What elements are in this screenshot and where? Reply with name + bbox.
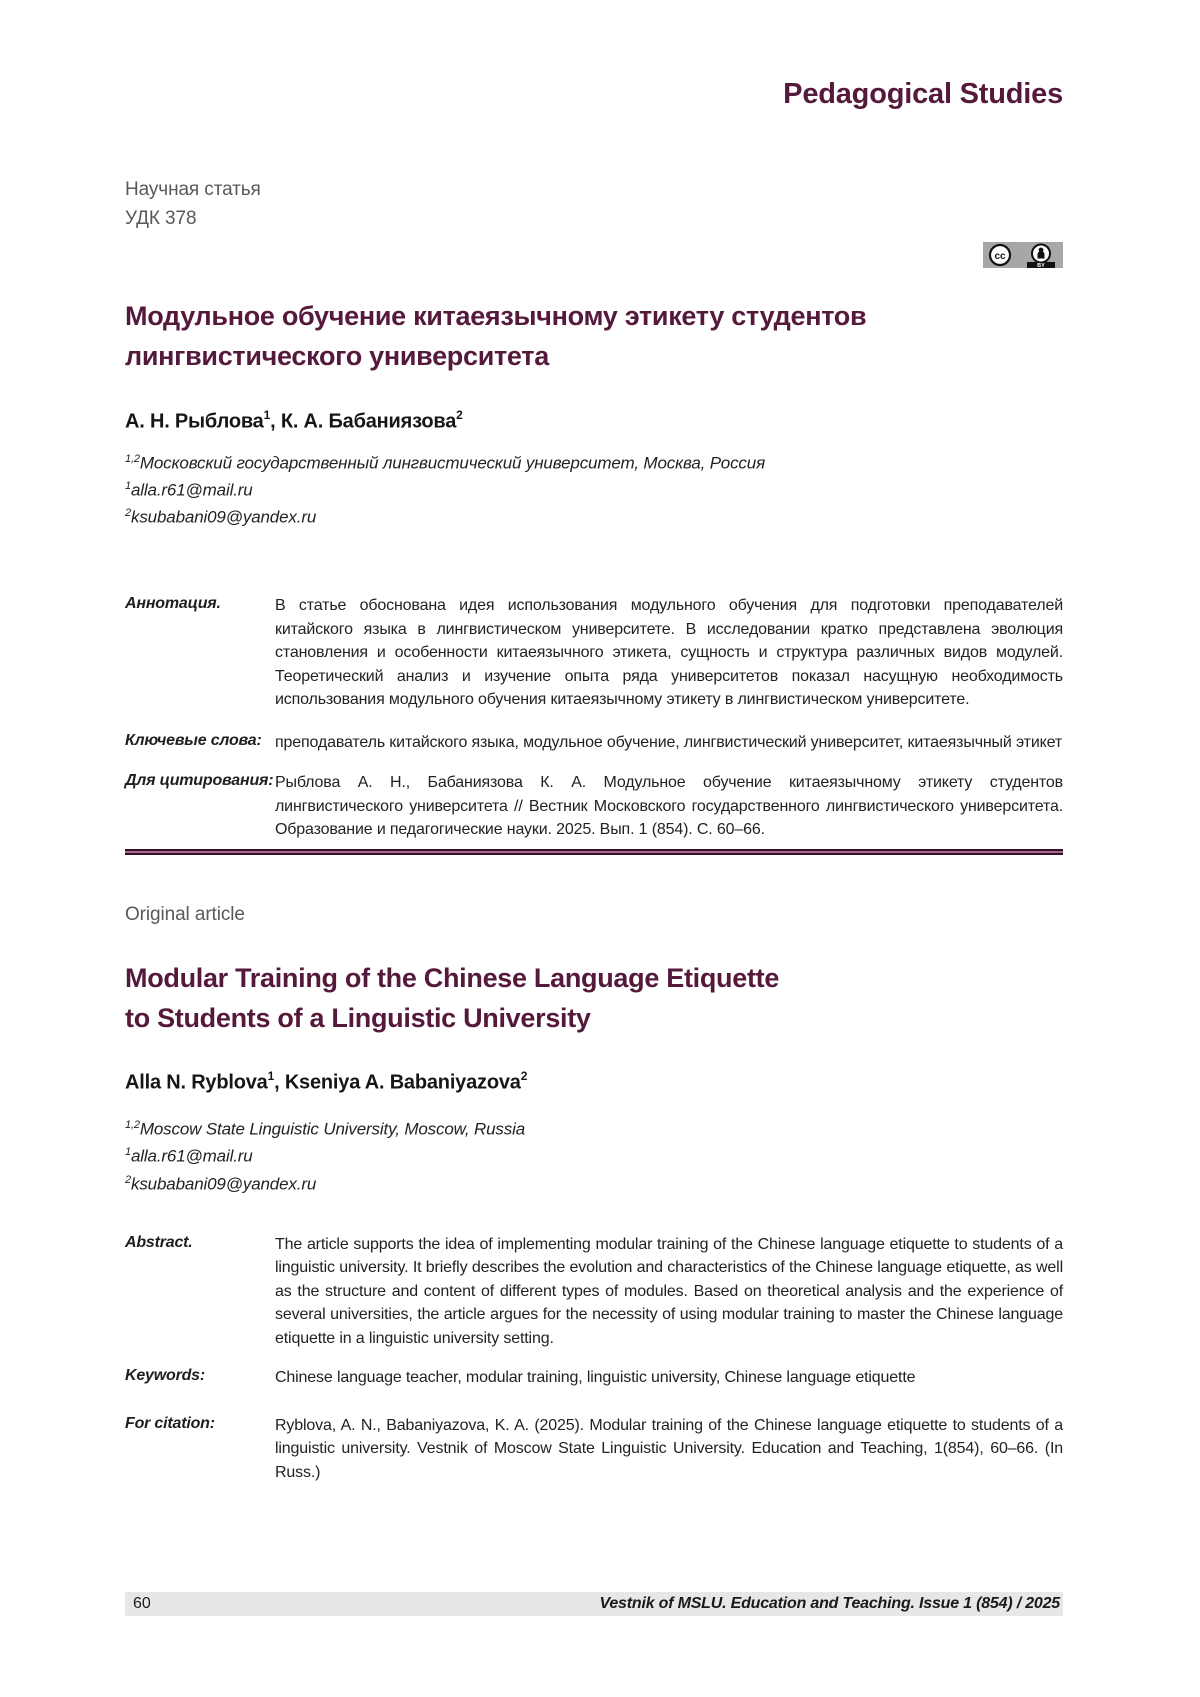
keywords-section-en (125, 1366, 1063, 1390)
svg-text:cc: cc (994, 251, 1006, 262)
udc-number: УДК 378 (125, 208, 197, 229)
abstract-label-ru: Аннотация. (125, 595, 221, 613)
author-email: $^1$alla.r61@mail.ru (125, 479, 253, 500)
author-email: $^2$ksubabani09@yandex.ru (125, 506, 317, 527)
article-type-ru: Научная статья (125, 179, 261, 200)
article-meta-ru (125, 175, 1063, 233)
citation-label-en: For citation: (125, 1414, 215, 1432)
section-divider (125, 849, 1063, 855)
abstract-section-ru (125, 594, 1063, 712)
cc-by-license-badge (983, 242, 1063, 273)
title-ru-line2: лингвистического университета (125, 341, 549, 371)
title-ru-line1: Модульное обучение китаеязычному этикету студентов (125, 301, 867, 331)
author-email: $^1$alla.r61@mail.ru (125, 1146, 253, 1167)
authors-ru: А. Н. Рыблова$^1$, К. А. Бабаниязова$^2$ (125, 408, 463, 433)
keywords-label-en: Keywords: (125, 1367, 205, 1385)
affiliation-en: $^{1,2}$Moscow State Linguistic University, Moscow, Russia (125, 1119, 526, 1139)
affiliation-block-ru (125, 448, 1063, 529)
keywords-label-ru: Ключевые слова: (125, 731, 262, 749)
affiliation-block-en (125, 1114, 1063, 1195)
citation-label-ru: Для цитирования: (125, 772, 274, 790)
abstract-text-en: The article supports the idea of implementing modular training of the Chinese language etiquette to students of a linguistic university. It briefly describes the evolution and characteristics of the Chinese language etiquette, as well as the structure and content of different types of modules. Based on theoretical analysis and the experience of several universities, the article argues for the necessity of using modular training to master the Chinese language etiquette in a linguistic university setting. (275, 1235, 1063, 1347)
title-en-line1: Modular Training of the Chinese Language Etiquette (125, 962, 780, 993)
abstract-text-ru: В статье обоснована идея использования модульного обучения для подготовки преподавателей китайского языка в лингвистическом университете. В исследовании кратко представлена эволюция становления и особенности китаеязычного этикета, сущность и структура различных видов модулей. Теоретический анализ и изучение опыта ряда университетов показал насущную необходимость использования модульного обучения китаеязычному этикету в лингвистическом университете. (275, 597, 1063, 709)
keywords-text-ru: преподаватель китайского языка, модульное обучение, лингвистический университет, китаеязычный этикет (275, 733, 1063, 751)
title-en-line2: to Students of a Linguistic University (125, 1002, 591, 1033)
page-content (0, 78, 1200, 1484)
citation-section-ru (125, 771, 1063, 842)
license-row (125, 242, 1063, 268)
keywords-section-ru (125, 731, 1063, 755)
article-type-en: Original article (125, 903, 245, 925)
section-rubric: Pedagogical Studies (783, 78, 1063, 110)
page-footer (125, 1592, 1063, 1616)
author-email: $^2$ksubabani09@yandex.ru (125, 1173, 317, 1194)
cc-circle-icon (990, 245, 1010, 265)
affiliation-ru: $^{1,2}$Московский государственный лингвистический университет, Москва, Россия (125, 452, 766, 473)
abstract-section-en (125, 1233, 1063, 1351)
person-icon (1032, 245, 1050, 263)
citation-text-ru: Рыблова А. Н., Бабаниязова К. А. Модульное обучение китаеязычному этикету студентов лингвистического университета // Вестник Московского государственного лингвистического университета. Образование и педагогические науки. 2025. Вып. 1 (854). С. 60–66. (275, 774, 1063, 839)
journal-title: Vestnik of MSLU. Education and Teaching. Issue 1 (854) / 2025 (599, 1595, 1060, 1612)
keywords-text-en: Chinese language teacher, modular training, linguistic university, Chinese language etiquette (275, 1369, 916, 1387)
title-ru (125, 296, 1063, 376)
page-number: 60 (133, 1595, 151, 1612)
authors-en: Alla N. Ryblova$^1$, Kseniya A. Babaniyazova$^2$ (125, 1068, 528, 1094)
citation-section-en (125, 1414, 1063, 1485)
citation-text-en: Ryblova, A. N., Babaniyazova, K. A. (2025). Modular training of the Chinese language etiquette to students of a linguistic university. Vestnik of Moscow State Linguistic University. Education and Teaching, 1(854), 60–66. (In Russ.) (275, 1416, 1063, 1481)
cc-by-icon (983, 242, 1063, 268)
by-label: BY (1037, 263, 1045, 268)
abstract-label-en: Abstract. (125, 1233, 193, 1251)
title-en (125, 958, 1063, 1038)
